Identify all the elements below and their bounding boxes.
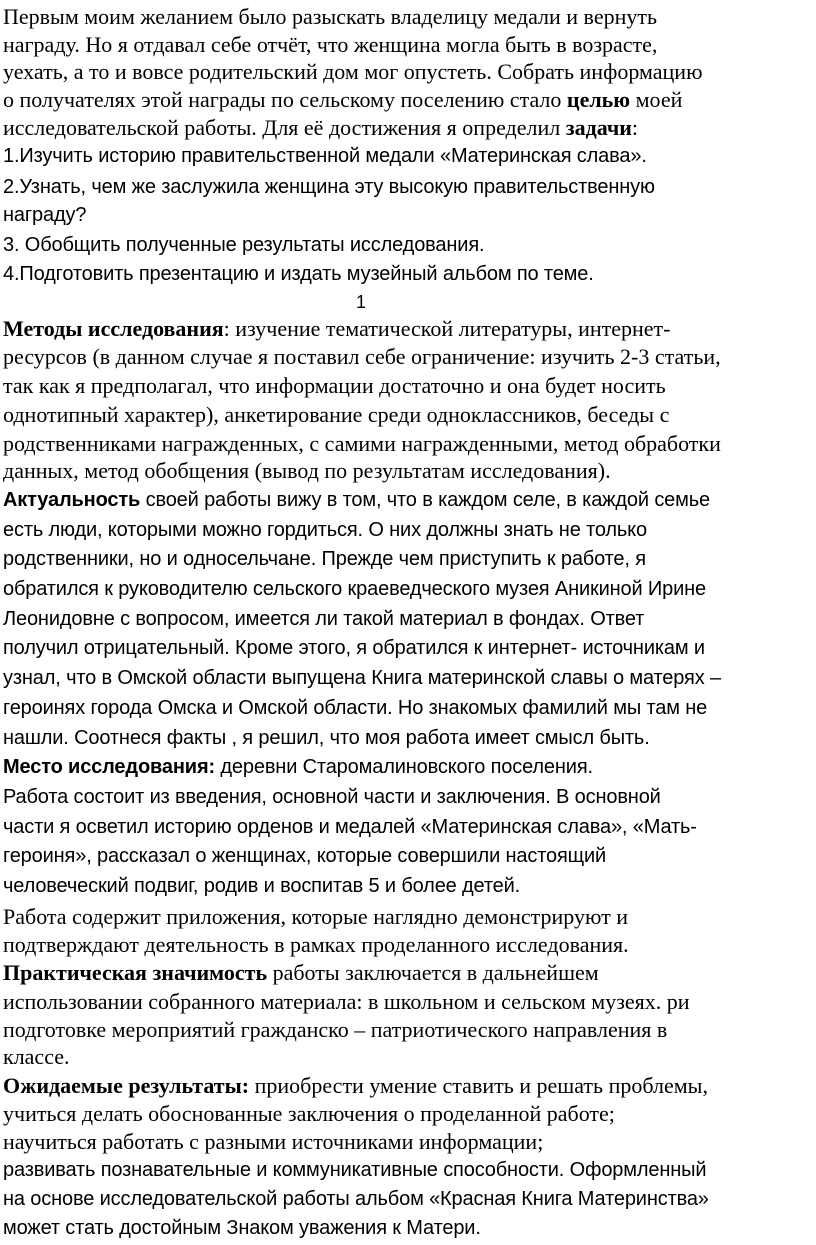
text-line-16 xyxy=(3,460,611,482)
text-run: обратился к руководителю сельского краеведческого музея Аникиной Ирине xyxy=(3,578,706,600)
text-run: родственниками награжденных, с самими награжденными, метод обработки xyxy=(3,431,721,456)
text-run: человеческий подвиг, родив и воспитав 5 и более детей. xyxy=(3,875,521,897)
text-line-7 xyxy=(3,177,655,197)
text-run: так как я предполагал, что информации достаточно и она будет носить xyxy=(3,373,666,398)
text-line-35 xyxy=(3,1019,667,1041)
text-run: работы заключается в дальнейшем xyxy=(267,960,599,985)
text-line-38 xyxy=(3,1103,615,1125)
text-line-6 xyxy=(3,146,647,166)
text-line-11 xyxy=(3,318,670,340)
text-line-22 xyxy=(3,638,705,658)
text-run-bold: целью xyxy=(566,87,631,112)
text-run-bold: Практическая значимость xyxy=(3,960,268,985)
text-line-39 xyxy=(3,1131,543,1153)
text-line-37 xyxy=(3,1075,708,1097)
text-run-bold: Актуальность xyxy=(3,489,141,511)
text-line-1 xyxy=(3,6,657,28)
text-line-19 xyxy=(3,549,646,569)
text-line-30 xyxy=(3,876,520,896)
text-run-bold: Методы исследования xyxy=(3,316,224,341)
text-run: 1.Изучить историю правительственной медали «Материнская слава». xyxy=(3,145,647,167)
text-run: части я осветил историю орденов и медалей «Материнская слава», «Мать- xyxy=(3,816,697,838)
text-line-32 xyxy=(3,934,629,956)
text-run: узнал, что в Омской области выпущена Книга материнской славы о матерях – xyxy=(3,667,721,689)
text-run-bold: Ожидаемые результаты: xyxy=(3,1073,250,1098)
text-run: награду. Но я отдавал себе отчёт, что женщина могла быть в возрасте, xyxy=(3,32,658,57)
text-line-28 xyxy=(3,817,697,837)
text-line-2 xyxy=(3,34,657,56)
text-line-15 xyxy=(3,433,721,455)
text-run: ресурсов (в данном случае я поставил себе ограничение: изучить 2-3 статьи, xyxy=(3,344,721,369)
text-run: 4.Подготовить презентацию и издать музейный альбом по теме. xyxy=(3,263,594,285)
text-line-33 xyxy=(3,962,599,984)
text-line-5 xyxy=(3,117,638,139)
text-line-14 xyxy=(3,404,669,426)
text-run: уехать, а то и вовсе родительский дом мог опустеть. Собрать информацию xyxy=(3,59,703,84)
text-line-31 xyxy=(3,906,628,928)
page-number: 1 xyxy=(356,292,367,312)
text-run: нашли. Соотнеся факты , я решил, что моя работа имеет смысл быть. xyxy=(3,727,650,749)
text-line-12 xyxy=(3,346,721,368)
text-run: : изучение тематической литературы, интернет- xyxy=(223,316,671,341)
text-line-29 xyxy=(3,846,606,866)
text-run: может стать достойным Знаком уважения к Матери. xyxy=(3,1217,481,1239)
text-run-bold: Место исследования: xyxy=(3,756,215,778)
text-run: Леонидовне с вопросом, имеется ли такой материал в фондах. Ответ xyxy=(3,608,645,630)
text-line-34 xyxy=(3,991,690,1013)
text-line-18 xyxy=(3,520,647,540)
text-run-bold: задачи xyxy=(565,115,632,140)
text-line-27 xyxy=(3,787,661,807)
text-run: Работа состоит из введения, основной части и заключения. В основной xyxy=(3,786,661,808)
text-run: о получателях этой награды по сельскому поселению стало xyxy=(3,87,567,112)
text-run: 3. Обобщить полученные результаты исследования. xyxy=(3,234,485,256)
text-line-25 xyxy=(3,728,650,748)
text-run: героинях города Омска и Омской области. Но знакомых фамилий мы там не xyxy=(3,697,708,719)
text-run: данных, метод обобщения (вывод по результатам исследования). xyxy=(3,458,611,483)
text-run: подтверждают деятельность в рамках проделанного исследования. xyxy=(3,932,629,957)
text-line-40 xyxy=(3,1160,706,1180)
text-run: исследовательской работы. Для её достижения я определил xyxy=(3,115,566,140)
text-run: классе. xyxy=(3,1044,70,1069)
text-run: родственники, но и односельчане. Прежде чем приступить к работе, я xyxy=(3,548,646,570)
text-run: награду? xyxy=(3,204,87,226)
text-line-23 xyxy=(3,668,721,688)
text-line-24 xyxy=(3,698,707,718)
text-run: есть люди, которыми можно гордиться. О них должны знать не только xyxy=(3,519,647,541)
text-run: героиня», рассказал о женщинах, которые совершили настоящий xyxy=(3,845,607,867)
text-run: деревни Старомалиновского поселения. xyxy=(214,756,593,778)
text-run: моей xyxy=(630,87,683,112)
text-run: приобрести умение ставить и решать проблемы, xyxy=(249,1073,708,1098)
text-run: своей работы вижу в том, что в каждом селе, в каждой семье xyxy=(140,489,710,511)
text-line-36 xyxy=(3,1046,70,1068)
text-run: развивать познавательные и коммуникативные способности. Оформленный xyxy=(3,1159,707,1181)
text-line-4 xyxy=(3,89,682,111)
text-line-9 xyxy=(3,235,484,255)
text-run: учиться делать обоснованные заключения о проделанной работе; xyxy=(3,1101,615,1126)
text-line-8 xyxy=(3,205,86,225)
text-run: : xyxy=(631,115,639,140)
text-line-13 xyxy=(3,375,666,397)
text-run: 2.Узнать, чем же заслужила женщина эту высокую правительственную xyxy=(3,176,655,198)
text-run: на основе исследовательской работы альбом «Красная Книга Материнства» xyxy=(3,1188,709,1210)
text-line-17 xyxy=(3,490,710,510)
text-run: подготовке мероприятий гражданско – патриотического направления в xyxy=(3,1017,668,1042)
text-line-41 xyxy=(3,1189,709,1209)
text-line-3 xyxy=(3,61,703,83)
text-run: научиться работать с разными источниками информации; xyxy=(3,1129,544,1154)
text-run: получил отрицательный. Кроме этого, я обратился к интернет- источникам и xyxy=(3,637,705,659)
text-line-42 xyxy=(3,1218,481,1238)
text-line-21 xyxy=(3,609,644,629)
text-line-10 xyxy=(3,264,594,284)
text-line-26 xyxy=(3,757,593,777)
text-run: Первым моим желанием было разыскать владелицу медали и вернуть xyxy=(3,4,658,29)
text-line-20 xyxy=(3,579,706,599)
text-run: Работа содержит приложения, которые наглядно демонстрируют и xyxy=(3,904,629,929)
text-run: использовании собранного материала: в школьном и сельском музеях. ри xyxy=(3,989,690,1014)
text-run: однотипный характер), анкетирование среди одноклассников, беседы с xyxy=(3,402,670,427)
